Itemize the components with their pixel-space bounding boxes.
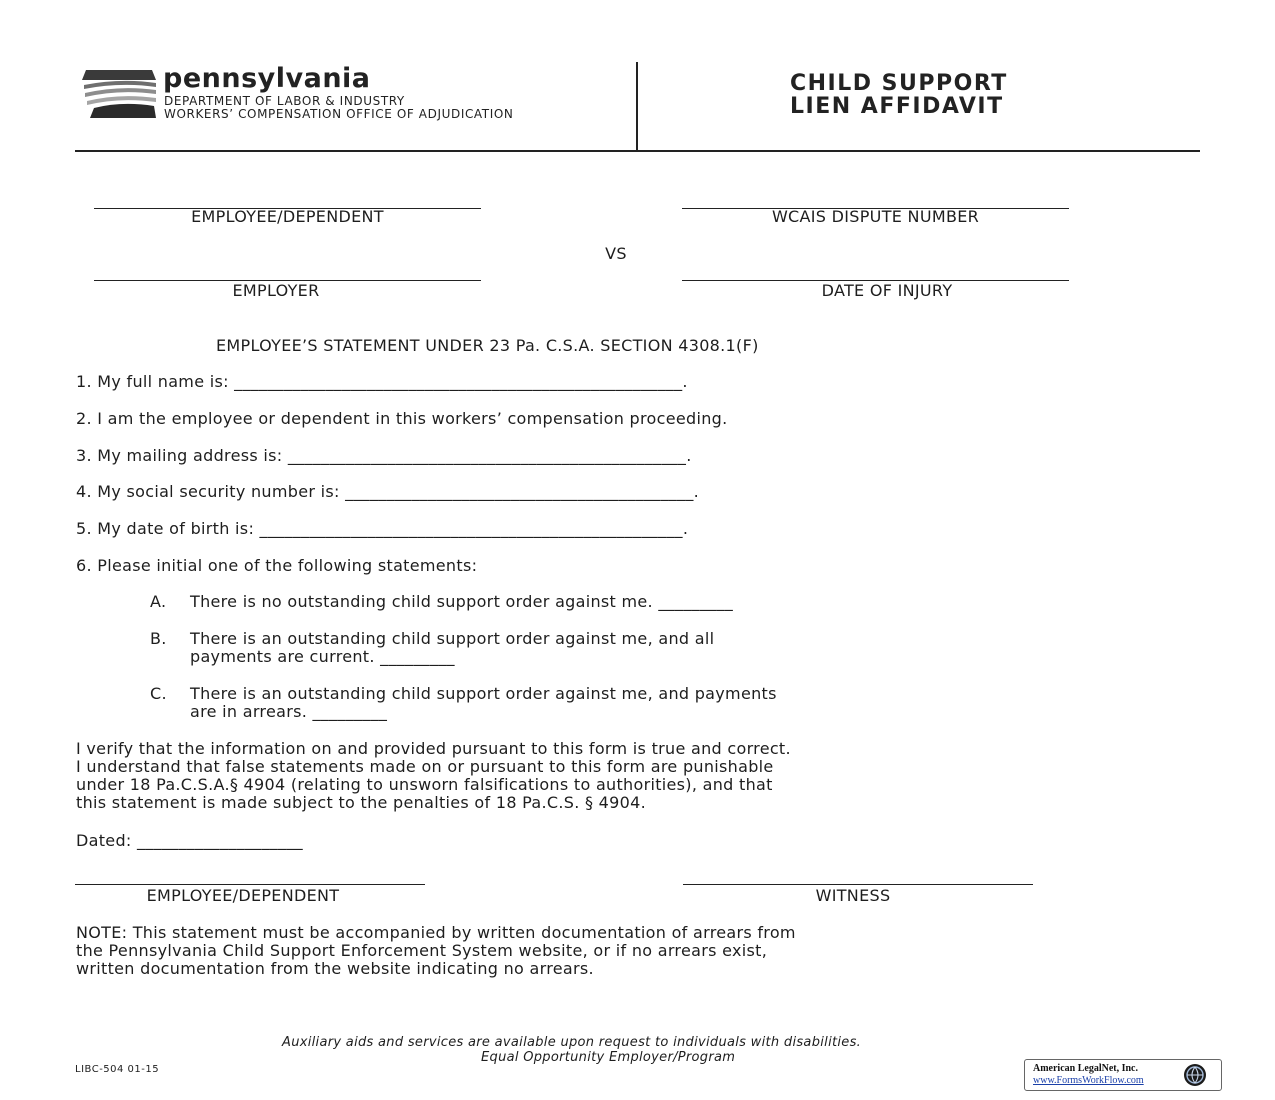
- option-c-text-line2[interactable]: are in arrears. _________: [190, 702, 388, 721]
- option-c-letter: C.: [150, 684, 167, 703]
- item-employee-statement: 2. I am the employee or dependent in this workers’ compensation proceeding.: [76, 409, 728, 428]
- vendor-badge[interactable]: [1024, 1059, 1222, 1091]
- dated-field[interactable]: Dated: ____________________: [76, 831, 303, 850]
- verification-line3: under 18 Pa.C.S.A.§ 4904 (relating to unsworn falsifications to authorities), and that: [76, 775, 773, 794]
- option-b-text-line2[interactable]: payments are current. _________: [190, 647, 455, 666]
- signature-employee-label: EMPLOYEE/DEPENDENT: [146, 886, 340, 905]
- note-line1: NOTE: This statement must be accompanied by written documentation of arrears from: [76, 923, 796, 942]
- verification-line2: I understand that false statements made on or pursuant to this form are punishable: [76, 757, 774, 776]
- vendor-url-link[interactable]: www.FormsWorkFlow.com: [1033, 1075, 1144, 1086]
- keystone-logo-icon: [80, 68, 158, 120]
- verification-line4: this statement is made subject to the penalties of 18 Pa.C.S. § 4904.: [76, 793, 646, 812]
- equal-opportunity-notice: Equal Opportunity Employer/Program: [481, 1050, 736, 1065]
- form-title-line1: CHILD SUPPORT: [790, 71, 1008, 96]
- statement-heading: EMPLOYEE’S STATEMENT UNDER 23 Pa. C.S.A. SECTION 4308.1(F): [216, 336, 759, 355]
- option-a-letter: A.: [150, 592, 167, 611]
- note-line3: written documentation from the website indicating no arrears.: [76, 959, 594, 978]
- option-b-text-line1: There is an outstanding child support order against me, and all: [190, 629, 715, 648]
- note-line2: the Pennsylvania Child Support Enforcement System website, or if no arrears exist,: [76, 941, 768, 960]
- employee-dependent-label: EMPLOYEE/DEPENDENT: [191, 207, 384, 226]
- department-name: DEPARTMENT OF LABOR & INDUSTRY: [164, 94, 405, 108]
- form-title-line2: LIEN AFFIDAVIT: [790, 94, 1004, 119]
- item-full-name[interactable]: 1. My full name is: ______________________________________________________.: [76, 372, 688, 391]
- option-b-letter: B.: [150, 629, 167, 648]
- signature-witness-label: WITNESS: [815, 886, 891, 905]
- versus-label: VS: [605, 244, 627, 263]
- witness-signature-line[interactable]: [683, 884, 1033, 885]
- vendor-name: American LegalNet, Inc.: [1033, 1063, 1138, 1074]
- employer-label: EMPLOYER: [232, 281, 320, 300]
- option-c-text-line1: There is an outstanding child support order against me, and payments: [190, 684, 777, 703]
- item-initial-instruction: 6. Please initial one of the following statements:: [76, 556, 478, 575]
- auxiliary-aids-notice: Auxiliary aids and services are available upon request to individuals with disabilities.: [282, 1035, 862, 1050]
- verification-line1: I verify that the information on and provided pursuant to this form is true and correct.: [76, 739, 791, 758]
- item-ssn[interactable]: 4. My social security number is: __________________________________________.: [76, 482, 700, 501]
- date-of-injury-label: DATE OF INJURY: [821, 281, 953, 300]
- header-divider: [636, 62, 638, 151]
- org-name: pennsylvania: [163, 63, 371, 94]
- employee-signature-line[interactable]: [75, 884, 425, 885]
- office-name: WORKERS’ COMPENSATION OFFICE OF ADJUDICATION: [164, 107, 514, 121]
- item-date-of-birth[interactable]: 5. My date of birth is: ___________________________________________________.: [76, 519, 689, 538]
- globe-icon: [1183, 1063, 1207, 1087]
- item-mailing-address[interactable]: 3. My mailing address is: ________________________________________________.: [76, 446, 692, 465]
- header-rule: [75, 150, 1200, 152]
- form-id: LIBC-504 01-15: [75, 1064, 160, 1075]
- wcais-dispute-number-label: WCAIS DISPUTE NUMBER: [771, 207, 980, 226]
- option-a-text[interactable]: There is no outstanding child support order against me. _________: [190, 592, 734, 611]
